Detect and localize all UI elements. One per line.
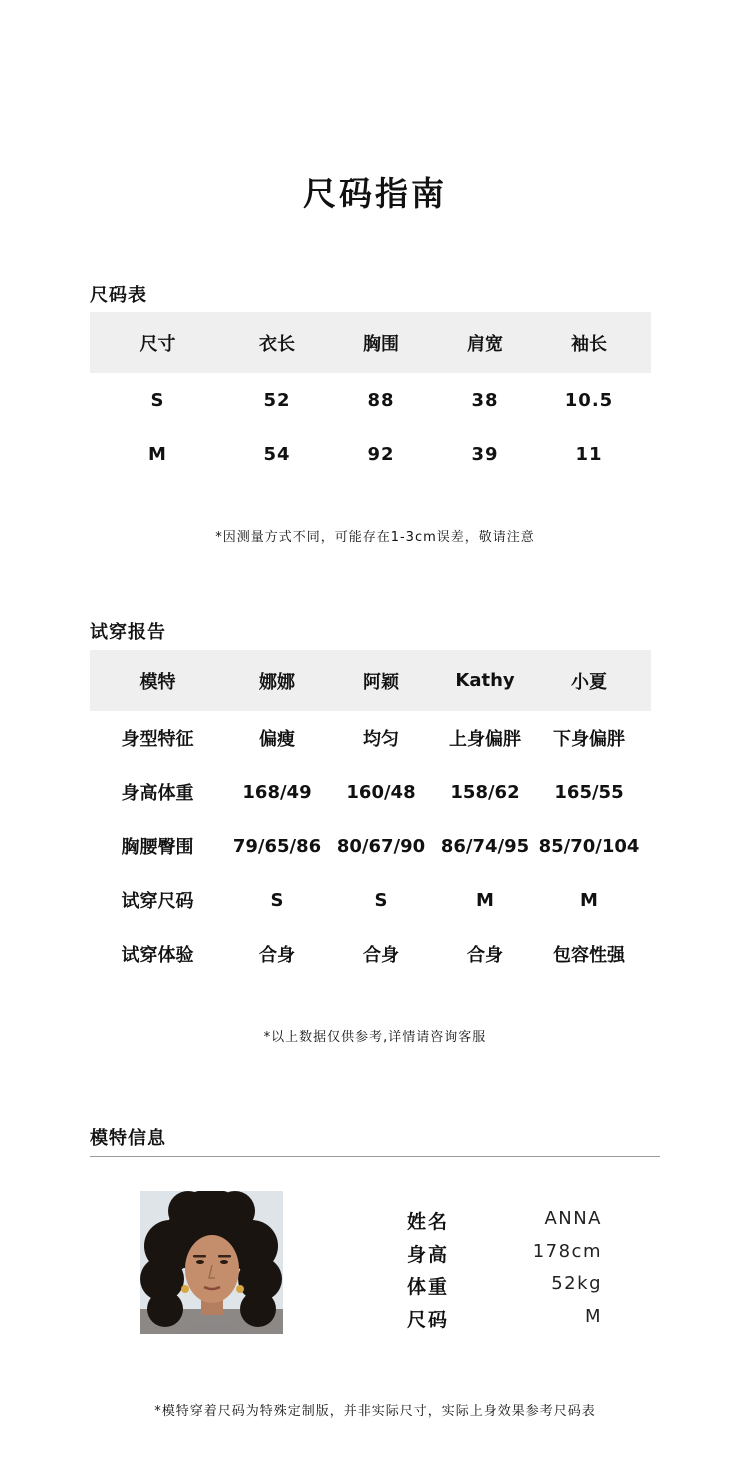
size-chart-header-row xyxy=(90,312,651,373)
table-cell: S xyxy=(270,889,284,911)
table-cell: M xyxy=(580,889,598,911)
table-cell: 158/62 xyxy=(450,781,520,803)
table-cell: 包容性强 xyxy=(553,945,625,966)
table-cell: 38 xyxy=(471,389,499,411)
model-info-note: *模特穿着尺码为特殊定制版，并非实际尺寸，实际上身效果参考尺码表 xyxy=(154,1404,596,1419)
header-cell: 胸围 xyxy=(363,333,399,355)
table-cell: 合身 xyxy=(259,945,295,966)
header-cell: Kathy xyxy=(455,670,515,691)
table-row xyxy=(90,819,651,873)
info-value-weight: 52kg xyxy=(551,1273,602,1294)
table-row xyxy=(90,927,651,981)
row-label: 身高体重 xyxy=(121,783,194,804)
table-cell: 39 xyxy=(471,443,499,465)
table-cell: 合身 xyxy=(363,945,399,966)
size-chart-note: *因测量方式不同，可能存在1-3cm误差，敬请注意 xyxy=(215,530,535,545)
info-value-size: M xyxy=(584,1306,602,1327)
table-cell: M xyxy=(148,443,167,465)
table-cell: 11 xyxy=(575,443,603,465)
table-cell: 92 xyxy=(367,443,395,465)
table-row xyxy=(90,765,651,819)
header-cell: 娜娜 xyxy=(259,671,295,693)
try-on-header-row xyxy=(90,650,651,711)
table-cell: 165/55 xyxy=(554,781,624,803)
info-label-name: 姓名 xyxy=(407,1211,450,1233)
table-row xyxy=(90,373,651,427)
table-cell: 54 xyxy=(263,443,291,465)
try-on-table xyxy=(90,650,651,981)
try-on-heading: 试穿报告 xyxy=(90,622,166,643)
header-cell: 衣长 xyxy=(259,333,295,355)
info-value-name: ANNA xyxy=(544,1208,602,1229)
table-cell: 10.5 xyxy=(564,389,614,411)
page-title: 尺码指南 xyxy=(303,174,447,213)
table-cell: S xyxy=(150,389,165,411)
table-cell: M xyxy=(476,889,494,911)
table-cell: 合身 xyxy=(467,945,503,966)
info-value-height: 178cm xyxy=(532,1241,602,1262)
model-photo xyxy=(140,1191,283,1334)
table-cell: S xyxy=(374,889,388,911)
model-info-heading: 模特信息 xyxy=(90,1128,166,1149)
table-cell: 80/67/90 xyxy=(336,835,426,857)
row-label: 试穿体验 xyxy=(121,945,194,966)
table-cell: 均匀 xyxy=(363,729,399,750)
header-cell: 袖长 xyxy=(571,333,607,355)
table-row xyxy=(90,427,651,481)
table-cell: 86/74/95 xyxy=(440,835,530,857)
table-cell: 79/65/86 xyxy=(232,835,322,857)
size-chart-table xyxy=(90,312,651,481)
table-cell: 88 xyxy=(367,389,395,411)
row-label: 试穿尺码 xyxy=(121,891,194,912)
info-label-weight: 体重 xyxy=(407,1276,450,1298)
header-cell: 肩宽 xyxy=(467,333,503,355)
info-label-height: 身高 xyxy=(407,1244,450,1266)
header-cell: 阿颖 xyxy=(363,671,399,693)
table-row xyxy=(90,711,651,765)
row-label: 身型特征 xyxy=(121,729,194,750)
info-label-size: 尺码 xyxy=(407,1309,450,1331)
table-cell: 上身偏胖 xyxy=(449,729,521,750)
table-cell: 52 xyxy=(263,389,291,411)
row-label: 胸腰臀围 xyxy=(121,837,194,858)
table-row xyxy=(90,873,651,927)
size-chart-heading: 尺码表 xyxy=(90,285,147,306)
table-cell: 160/48 xyxy=(346,781,416,803)
table-cell: 85/70/104 xyxy=(538,835,640,857)
header-cell: 模特 xyxy=(139,671,176,693)
table-cell: 168/49 xyxy=(242,781,312,803)
header-cell: 小夏 xyxy=(571,671,607,693)
header-cell: 尺寸 xyxy=(139,333,176,355)
divider xyxy=(90,1156,660,1157)
table-cell: 下身偏胖 xyxy=(553,729,625,750)
table-cell: 偏瘦 xyxy=(259,729,295,750)
try-on-note: *以上数据仅供参考,详情请咨询客服 xyxy=(263,1030,487,1045)
